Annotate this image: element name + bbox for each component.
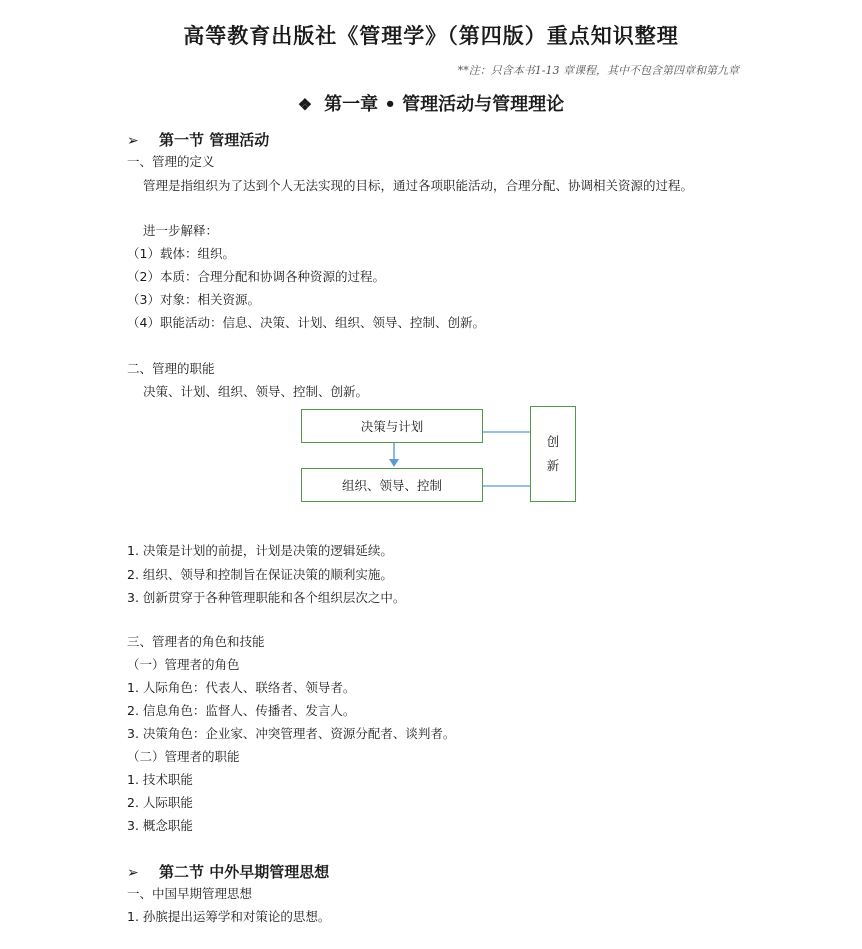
diamond-bullet-icon: ❖ [297,95,313,114]
diagram-box-decision-plan: 决策与计划 [301,409,483,443]
point-item: （2）本质：合理分配和协调各种资源的过程。 [127,269,385,284]
innovation-char-2: 新 [546,458,560,473]
chapter-title: 第一章 • 管理活动与管理理论 [324,94,565,115]
definition-paragraph: 管理是指组织为了达到个人无法实现的目标，通过各项职能活动，合理分配、协调相关资源的过程。 [143,178,694,193]
early-thought-heading: 一、中国早期管理思想 [127,886,253,901]
explain-label: 进一步解释： [143,223,219,238]
roles-heading: 三、管理者的角色和技能 [127,634,265,649]
role-item: 3. 决策角色：企业家、冲突管理者、资源分配者、谈判者。 [127,726,456,741]
functions-list: 决策、计划、组织、领导、控制、创新。 [143,384,369,399]
document-title: 高等教育出版社《管理学》（第四版）重点知识整理 [183,23,679,48]
arrow-down-icon [389,459,399,467]
function-note: 2. 组织、领导和控制旨在保证决策的顺利实施。 [127,567,393,582]
skill-item: 2. 人际职能 [127,795,193,810]
skills-subheading: （二）管理者的职能 [127,749,240,764]
diagram-box-innovation [530,406,576,502]
definition-heading: 一、管理的定义 [127,154,215,169]
section-title-1: 第一节 管理活动 [159,131,270,149]
function-note: 3. 创新贯穿于各种管理职能和各个组织层次之中。 [127,590,406,605]
section-title-2: 第二节 中外早期管理思想 [159,863,330,881]
arrow-bullet-icon: ➢ [127,865,139,881]
functions-heading: 二、管理的职能 [127,361,215,376]
role-item: 1. 人际角色：代表人、联络者、领导者。 [127,680,356,695]
point-item: （3）对象：相关资源。 [127,292,260,307]
roles-subheading: （一）管理者的角色 [127,657,240,672]
diagram-box-organize-lead-control: 组织、领导、控制 [301,468,483,502]
section-heading-2 [127,861,329,882]
role-item: 2. 信息角色：监督人、传播者、发言人。 [127,703,356,718]
skill-item: 1. 技术职能 [127,772,193,787]
skill-item: 3. 概念职能 [127,818,193,833]
function-note: 1. 决策是计划的前提，计划是决策的逻辑延续。 [127,543,393,558]
point-item: （4）职能活动：信息、决策、计划、组织、领导、控制、创新。 [127,315,485,330]
early-thought-item: 1. 孙膑提出运筹学和对策论的思想。 [127,909,331,924]
scope-note: **注：只含本书1-13 章课程，其中不包含第四章和第九章 [457,64,739,77]
innovation-char-1: 创 [546,434,560,449]
point-item: （1）载体：组织。 [127,246,235,261]
arrow-bullet-icon: ➢ [127,133,139,149]
